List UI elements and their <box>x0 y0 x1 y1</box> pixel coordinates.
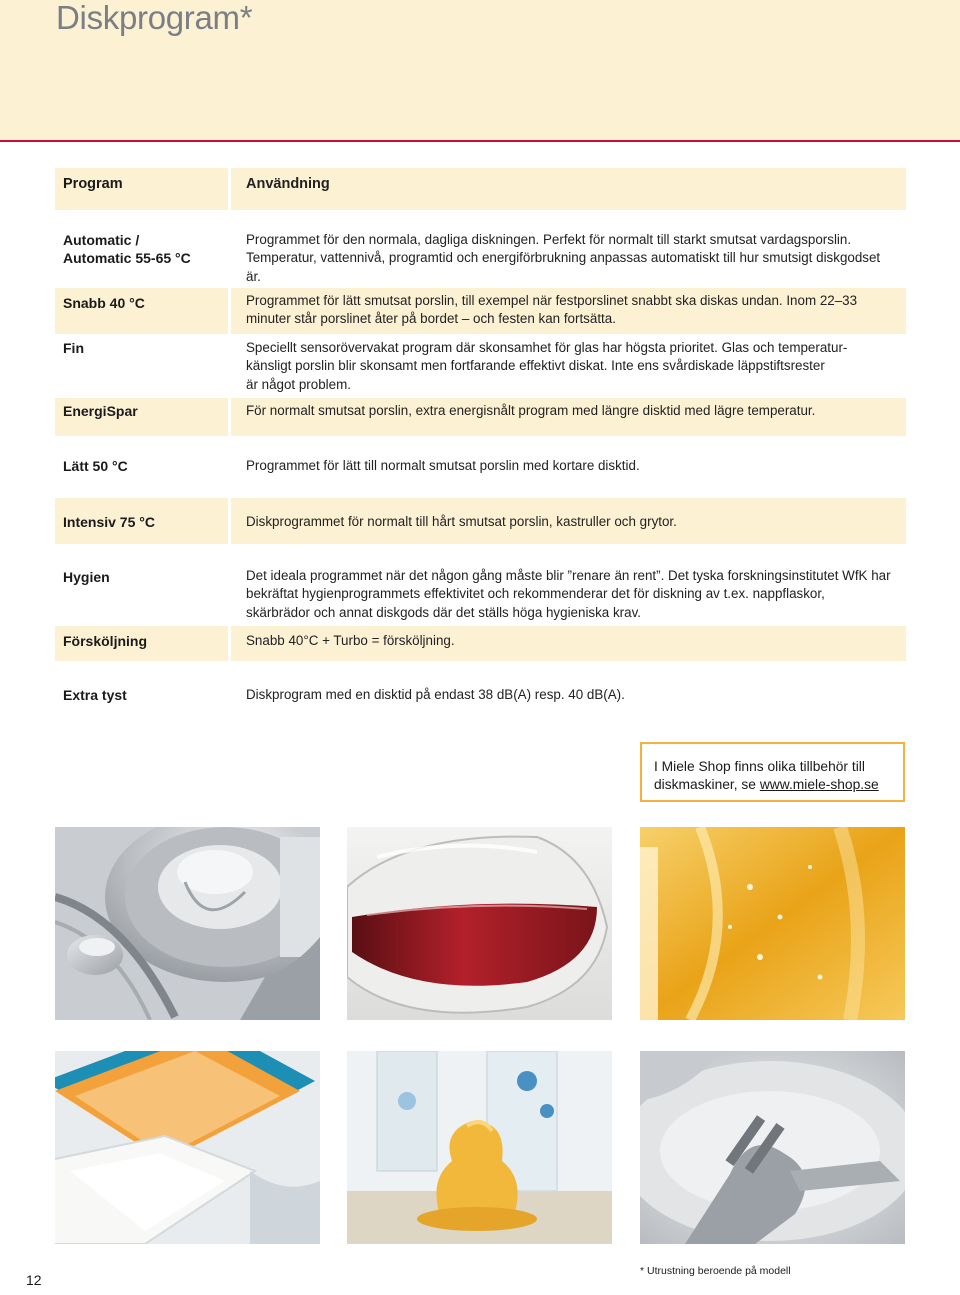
table-row <box>55 682 906 712</box>
table-header <box>55 168 906 210</box>
program-description: Programmet för lätt smutsat porslin, till exempel när festporslinet snabbt ska diskas undan. Inom 22–33 minuter står porslinet åter på bordet – och festen kan fortsätta. <box>231 288 906 334</box>
program-name: Hygien <box>63 569 110 585</box>
photo-plates <box>55 1051 320 1244</box>
table-row <box>55 288 906 334</box>
program-name: Fin <box>63 340 84 356</box>
program-name: Snabb 40 °C <box>55 288 228 334</box>
footnote: * Utrustning beroende på modell <box>640 1265 791 1277</box>
photo-utensil <box>640 1051 905 1244</box>
program-description: Programmet för lätt till normalt smutsat porslin med kortare disktid. <box>246 458 640 473</box>
photo-beer-glass <box>640 827 905 1020</box>
photo-wine-glass <box>347 827 612 1020</box>
program-name: Extra tyst <box>63 687 127 703</box>
table-row <box>55 566 906 624</box>
header-rule <box>0 140 960 142</box>
table-row <box>55 452 906 490</box>
table-row <box>55 498 906 544</box>
page-number: 12 <box>26 1272 42 1288</box>
program-name: Försköljning <box>55 626 228 661</box>
program-description: Diskprogrammet för normalt till hårt smutsat porslin, kastruller och grytor. <box>231 498 906 544</box>
table-row <box>55 226 906 288</box>
photo-baby-bottle <box>347 1051 612 1244</box>
table-row <box>55 398 906 436</box>
program-description: För normalt smutsat porslin, extra energisnålt program med längre disktid med lägre temperatur. <box>231 398 906 436</box>
program-description: Speciellt sensorövervakat program där skonsamhet för glas har högsta prioritet. Glas och temperatur- känsligt porslin blir skonsamt men fortfarande effektivt diskat. Inte ens svårdiskade läppstiftsrester är något problem. <box>246 340 848 392</box>
photo-cookware <box>55 827 320 1020</box>
program-description: Programmet för den normala, dagliga diskningen. Perfekt för normalt till starkt smutsat vardagsporslin. Temperatur, vattennivå, programtid och energiförbrukning anpassas automatiskt till hur smutsigt diskgodset är. <box>246 232 881 284</box>
shop-note-text: I Miele Shop finns olika tillbehör till diskmaskiner, se <box>654 759 865 792</box>
shop-note-box <box>640 742 905 802</box>
page-title: Diskprogram* <box>56 0 253 36</box>
program-name: Lätt 50 °C <box>63 458 128 474</box>
program-name: Intensiv 75 °C <box>55 498 228 544</box>
program-name: EnergiSpar <box>55 398 228 436</box>
table-row <box>55 626 906 661</box>
header-program: Program <box>55 168 228 210</box>
program-description: Diskprogram med en disktid på endast 38 dB(A) resp. 40 dB(A). <box>246 687 625 702</box>
table-row <box>55 336 906 398</box>
program-name: Automatic / Automatic 55-65 °C <box>63 232 191 266</box>
program-description: Snabb 40°C + Turbo = försköljning. <box>231 626 906 661</box>
header-usage: Användning <box>231 168 906 210</box>
shop-link[interactable]: www.miele-shop.se <box>759 777 879 792</box>
program-description: Det ideala programmet när det någon gång måste blir ”renare än rent”. Det tyska forskningsinstitutet WfK har bekräftat hygienprogrammets effektivitet och rekommenderar det för diskning av t.ex. nappflaskor, skärbrädor och annat diskgods där det ställs höga hygieniska krav. <box>246 568 891 620</box>
